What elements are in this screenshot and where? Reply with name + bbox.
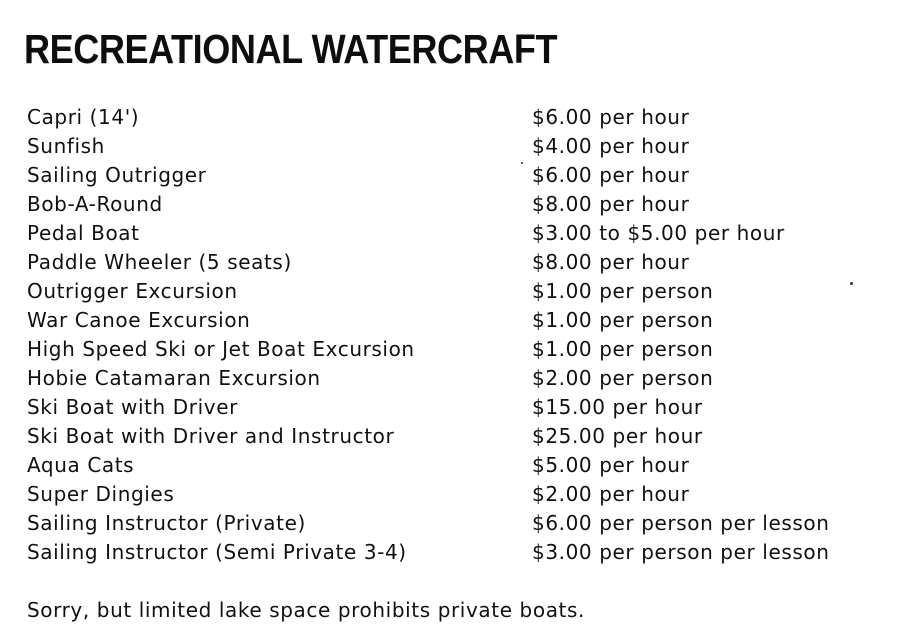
rate-list	[0, 103, 900, 567]
rate-item: Pedal Boat	[27, 221, 140, 245]
rate-item: Sailing Instructor (Private)	[27, 511, 306, 535]
rate-row	[0, 219, 900, 248]
rate-row	[0, 335, 900, 364]
rate-row	[0, 306, 900, 335]
rate-item: Super Dingies	[27, 482, 175, 506]
rate-item: Sailing Instructor (Semi Private 3-4)	[27, 540, 407, 564]
page-title: RECREATIONAL WATERCRAFT	[24, 26, 558, 72]
rate-item: Aqua Cats	[27, 453, 135, 477]
rate-price: $4.00 per hour	[532, 134, 690, 158]
rate-item: Ski Boat with Driver and Instructor	[27, 424, 395, 448]
rate-row	[0, 132, 900, 161]
rate-price: $6.00 per hour	[532, 105, 690, 129]
rate-row	[0, 538, 900, 567]
rate-price: $1.00 per person	[532, 337, 714, 361]
footer-note: Sorry, but limited lake space prohibits private boats.	[27, 598, 585, 622]
rate-price: $1.00 per person	[532, 308, 714, 332]
rate-price: $6.00 per hour	[532, 163, 690, 187]
rate-price: $25.00 per hour	[532, 424, 703, 448]
rate-row	[0, 277, 900, 306]
rate-row	[0, 248, 900, 277]
rate-price: $8.00 per hour	[532, 192, 690, 216]
rate-price: $2.00 per hour	[532, 482, 690, 506]
scan-speck	[521, 162, 523, 164]
rate-item: Hobie Catamaran Excursion	[27, 366, 321, 390]
rate-price: $3.00 per person per lesson	[532, 540, 830, 564]
rate-price: $15.00 per hour	[532, 395, 703, 419]
rate-row	[0, 509, 900, 538]
rate-row	[0, 480, 900, 509]
rate-price: $8.00 per hour	[532, 250, 690, 274]
rate-item: Paddle Wheeler (5 seats)	[27, 250, 292, 274]
rate-item: Sailing Outrigger	[27, 163, 207, 187]
rate-item: Ski Boat with Driver	[27, 395, 238, 419]
rate-price: $1.00 per person	[532, 279, 714, 303]
rate-price: $6.00 per person per lesson	[532, 511, 830, 535]
rate-price: $2.00 per person	[532, 366, 714, 390]
rate-item: High Speed Ski or Jet Boat Excursion	[27, 337, 415, 361]
rate-row	[0, 161, 900, 190]
rate-item: War Canoe Excursion	[27, 308, 251, 332]
rate-item: Sunfish	[27, 134, 105, 158]
rate-price: $5.00 per hour	[532, 453, 690, 477]
rate-item: Bob-A-Round	[27, 192, 163, 216]
scan-speck	[850, 282, 853, 285]
rate-row	[0, 364, 900, 393]
rate-row	[0, 393, 900, 422]
rate-row	[0, 451, 900, 480]
rate-row	[0, 422, 900, 451]
rate-row	[0, 103, 900, 132]
rate-price: $3.00 to $5.00 per hour	[532, 221, 785, 245]
rate-item: Outrigger Excursion	[27, 279, 238, 303]
rate-row	[0, 190, 900, 219]
rate-item: Capri (14')	[27, 105, 140, 129]
